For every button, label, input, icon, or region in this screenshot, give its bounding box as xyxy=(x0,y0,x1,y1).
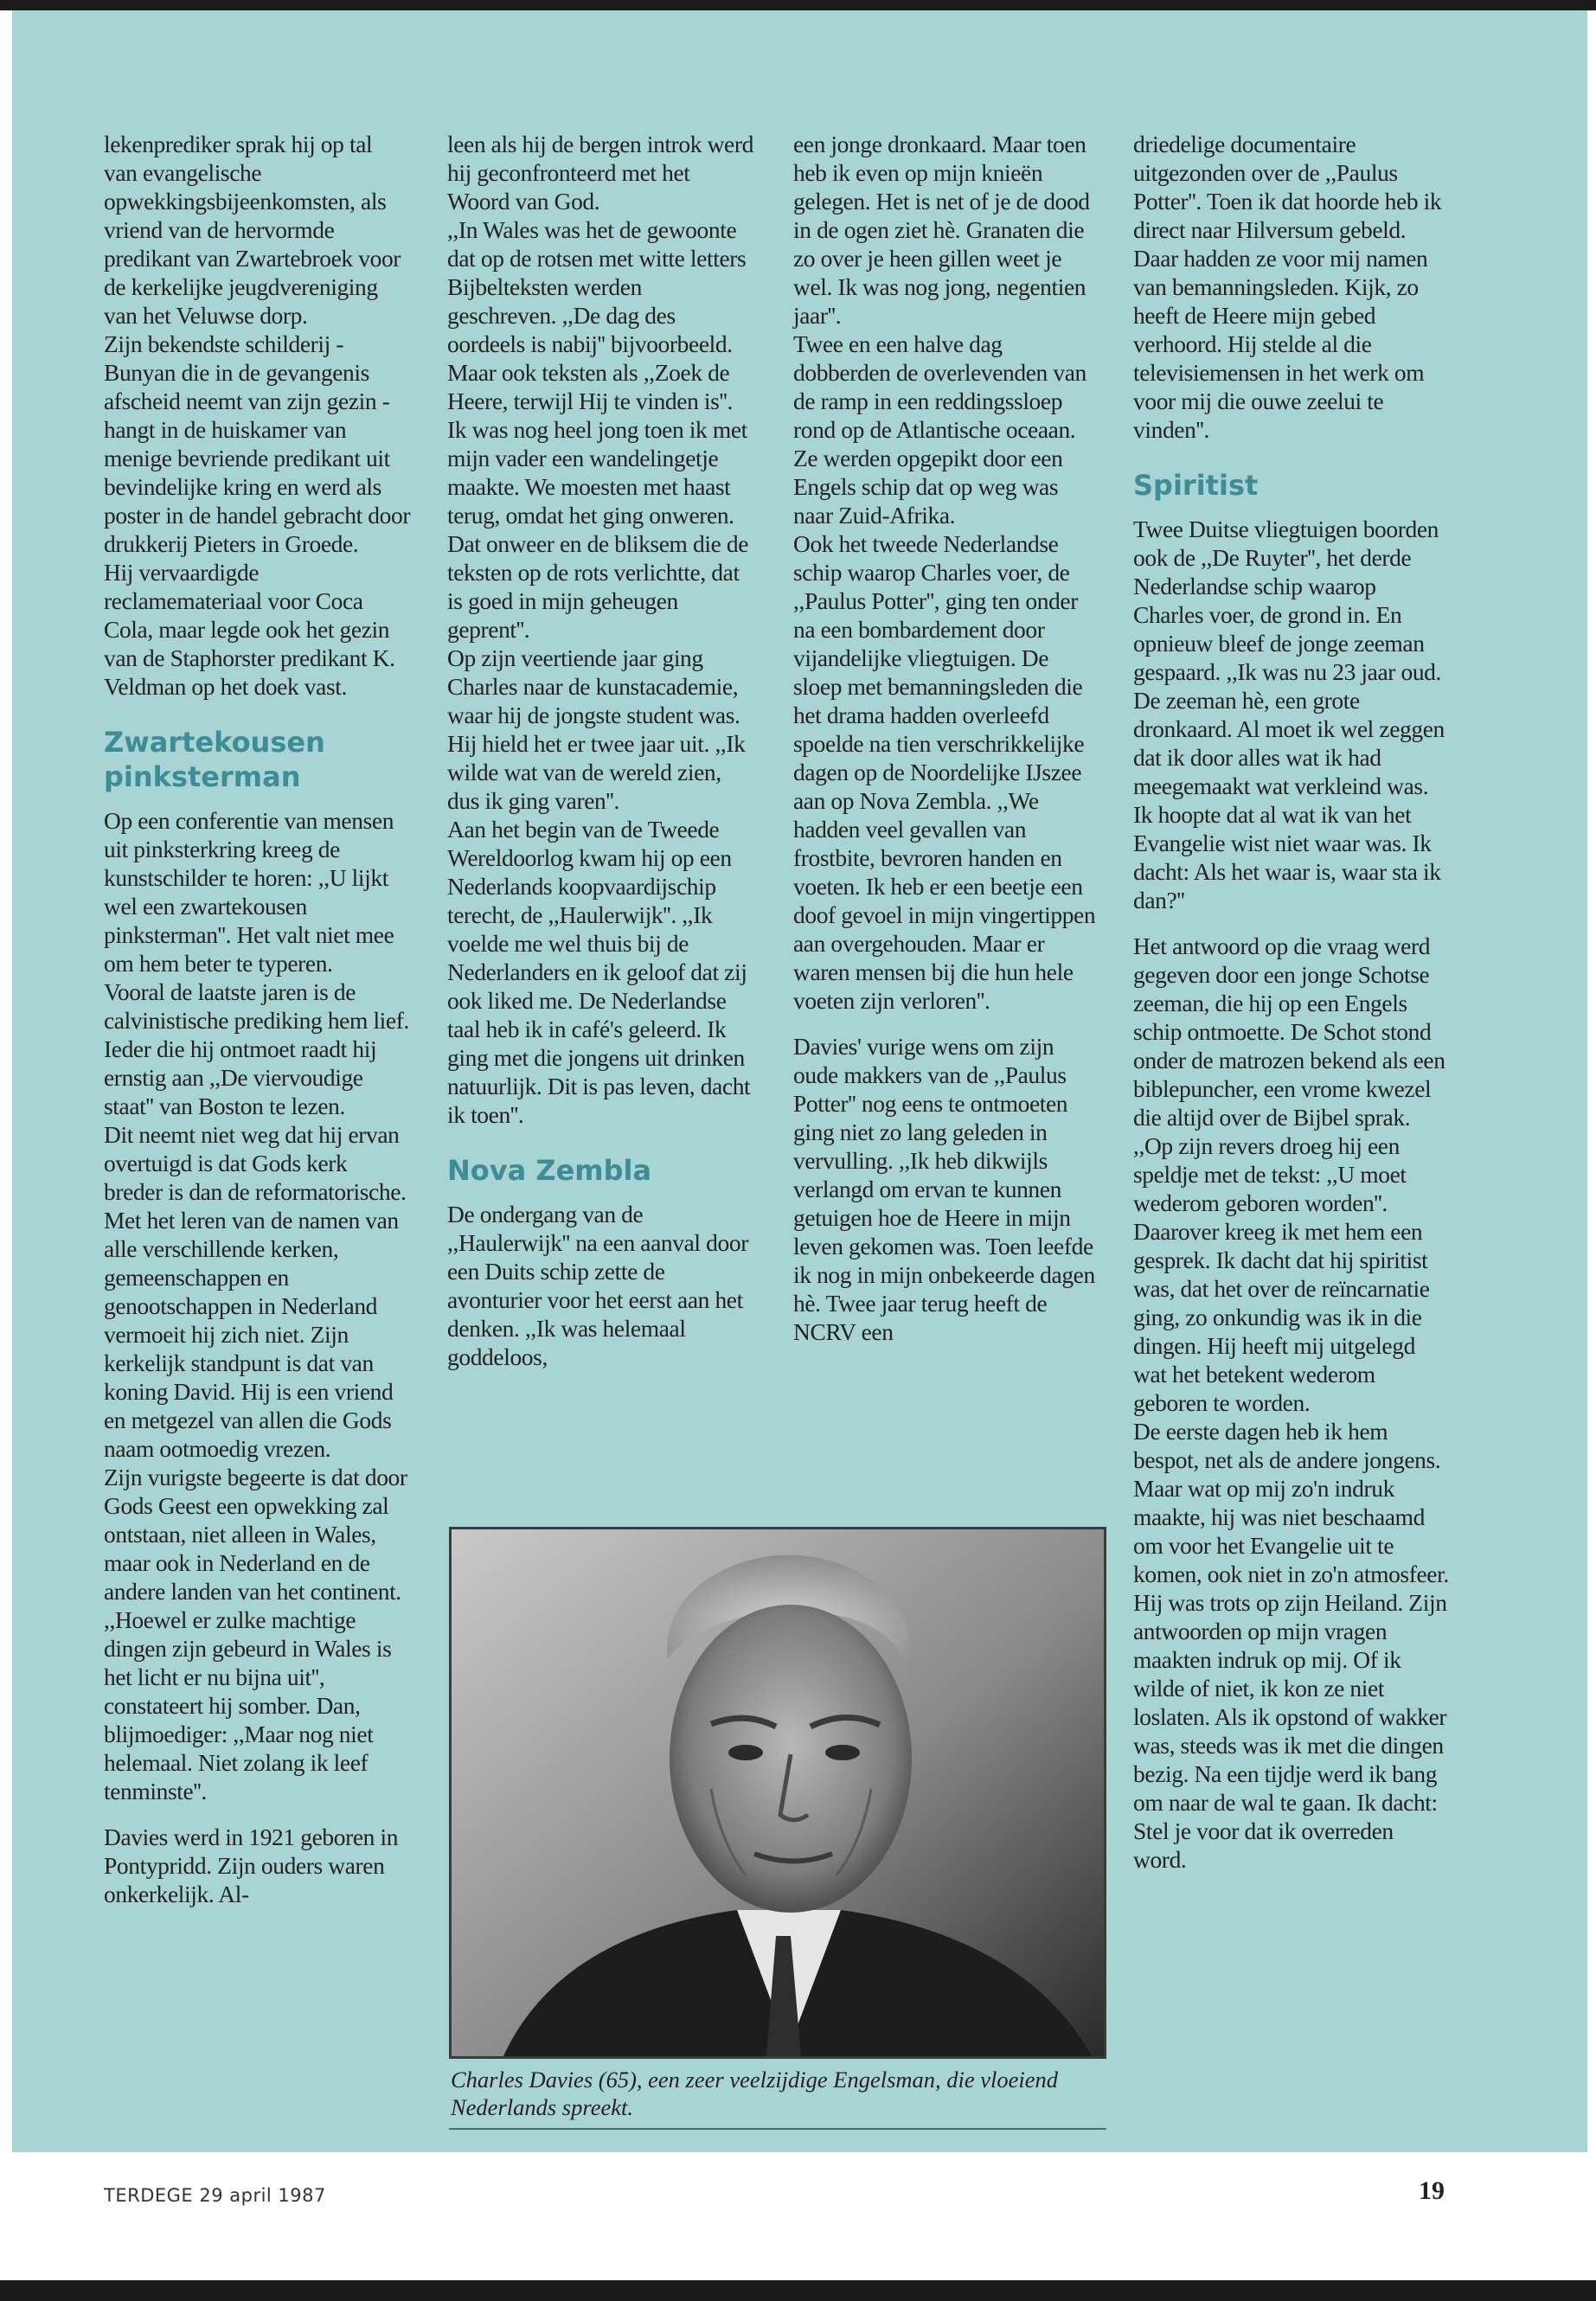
article-column-3 xyxy=(793,130,1100,1346)
paragraph: Ook het tweede Nederlandse schip waarop Charles voer, de ,,Paulus Potter'', ging ten onder na een bombardement door vijandelijke vliegtuigen. De sloep met bemanningsleden die het drama hadden overleefd spoelde na tien verschrikkelijke dagen op de Noordelijke IJszee aan op Nova Zembla. ,,We hadden veel gevallen van frostbite, bevroren handen en voeten. Ik heb er een beetje een doof gevoel in mijn vingertippen aan overgehouden. Maar er waren mensen bij die hun hele voeten zijn verloren''. xyxy=(793,530,1096,1014)
paragraph: lekenprediker sprak hij op tal van evangelische opwekkingsbijeenkomsten, als vriend van de hervormde predikant van Zwartebroek voor de kerkelijke jeugdvereniging van het Veluwse dorp. xyxy=(104,131,401,329)
paragraph: Aan het begin van de Tweede Wereldoorlog kwam hij op een Nederlands koopvaardijschip terecht, de ,,Haulerwijk''. ,,Ik voelde me wel thuis bij de Nederlanders en ik geloof dat zij ook liked me. De Nederlandse taal heb ik in café's geleerd. Ik ging met die jongens uit drinken natuurlijk. Dit is pas leven, dacht ik toen''. xyxy=(447,816,751,1128)
paragraph: Op zijn veertiende jaar ging Charles naar de kunstacademie, waar hij de jongste student was. Hij hield het er twee jaar uit. ,,Ik wilde wat van de wereld zien, dus ik ging varen''. xyxy=(447,644,746,814)
bottom-scan-border xyxy=(0,2280,1596,2301)
section-heading: Nova Zembla xyxy=(447,1154,652,1187)
paragraph: ,,In Wales was het de gewoonte dat op de rotsen met witte letters Bijbelteksten werden geschreven. ,,De dag des oordeels is nabij'' bijvoorbeeld. Maar ook teksten als ,,Zoek de Heere, terwijl Hij te vinden is''. Ik was nog heel jong toen ik met mijn vader een wandelingetje maakte. We moesten met haast terug, omdat het ging onweren. Dat onweer en de bliksem die de teksten op de rots verlichtte, dat is goed in mijn geheugen geprent''. xyxy=(447,216,749,643)
article-column-1 xyxy=(104,130,411,1908)
article-column-2 xyxy=(447,130,754,1371)
paragraph: Op een conferentie van mensen uit pinksterkring kreeg de kunstschilder te horen: ,,U lijkt wel een zwartekousen pinksterman''. Het valt niet mee om hem beter te typeren. xyxy=(104,807,394,977)
portrait-photo xyxy=(449,1527,1106,2059)
publication-footer: TERDEGE 29 april 1987 xyxy=(104,2185,326,2206)
article-column-4 xyxy=(1133,130,1449,1874)
section-heading: Zwartekousen pinksterman xyxy=(104,726,325,793)
section-heading: Spiritist xyxy=(1133,469,1259,502)
top-scan-border xyxy=(0,0,1596,10)
photo-caption: Charles Davies (65), een zeer veelzijdige Engelsman, die vloeiend Nederlands spreekt. xyxy=(451,2067,1059,2120)
paragraph: driedelige documentaire uitgezonden over de ,,Paulus Potter''. Toen ik dat hoorde heb ik direct naar Hilversum gebeld. Daar hadden ze voor mij namen van bemanningsleden. Kijk, zo heeft de Heere mijn gebed verhoord. Hij stelde al die televisiemensen in het werk om voor mij die ouwe zeelui te vinden''. xyxy=(1133,131,1442,443)
page-number: 19 xyxy=(1419,2176,1445,2205)
paragraph: Het antwoord op die vraag werd gegeven door een jonge Schotse zeeman, die hij op een Engels schip ontmoette. De Schot stond onder de matrozen bekend als een biblepuncher, een vrome kwezel die altijd over de Bijbel sprak. ,,Op zijn revers droeg hij een speldje met de tekst: ,,U moet wederom geboren worden''. Daarover kreeg ik met hem een gesprek. Ik dacht dat hij spiritist was, dat het over de reïncarnatie ging, zo onkundig was ik in die dingen. Hij heeft mij uitgelegd wat het betekent wederom geboren te worden. xyxy=(1133,933,1445,1416)
paragraph: Davies' vurige wens om zijn oude makkers van de ,,Paulus Potter'' nog eens te ontmoeten ging niet zo lang geleden in vervulling. ,,Ik heb dikwijls verlangd om ervan te kunnen getuigen hoe de Heere in mijn leven gekomen was. Toen leefde ik nog in mijn onbekeerde dagen hè. Twee jaar terug heeft de NCRV een xyxy=(793,1033,1095,1345)
paragraph: Hij vervaardigde reclamemateriaal voor Coca Cola, maar legde ook het gezin van de Staphorster predikant K. Veldman op het doek vast. xyxy=(104,559,395,700)
paragraph: Davies werd in 1921 geboren in Pontypridd. Zijn ouders waren onkerkelijk. Al- xyxy=(104,1823,399,1907)
paragraph: leen als hij de bergen introk werd hij geconfronteerd met het Woord van God. xyxy=(447,131,753,215)
paragraph: De ondergang van de ,,Haulerwijk'' na een aanval door een Duits schip zette de avonturier voor het eerst aan het denken. ,,Ik was helemaal goddeloos, xyxy=(447,1201,748,1370)
caption-rule xyxy=(449,2128,1106,2130)
paragraph: een jonge dronkaard. Maar toen heb ik even op mijn knieën gelegen. Het is net of je de dood in de ogen ziet hè. Granaten die zo over je heen gillen weet je wel. Ik was nog jong, negentien jaar''. xyxy=(793,131,1090,329)
paragraph: De eerste dagen heb ik hem bespot, net als de andere jongens. Maar wat op mij zo'n indruk maakte, hij was niet beschaamd om voor het Evangelie uit te komen, ook niet in zo'n atmosfeer. Hij was trots op zijn Heiland. Zijn antwoorden op mijn vragen maakten indruk op mij. Of ik wilde of niet, ik kon ze niet loslaten. Als ik opstond of wakker was, steeds was ik met die dingen bezig. Na een tijdje werd ik bang om naar de wal te gaan. Ik dacht: Stel je voor dat ik overreden word. xyxy=(1133,1418,1449,1873)
paragraph: Dit neemt niet weg dat hij ervan overtuigd is dat Gods kerk breder is dan de reformatorische. Met het leren van de namen van alle verschillende kerken, gemeenschappen en genootschappen in Nederland vermoeit hij zich niet. Zijn kerkelijk standpunt is dat van koning David. Hij is een vriend en metgezel van allen die Gods naam ootmoedig vrezen. xyxy=(104,1121,407,1462)
paragraph: Twee Duitse vliegtuigen boorden ook de ,,De Ruyter'', het derde Nederlandse schip waarop Charles voer, de grond in. En opnieuw bleef de jonge zeeman gespaard. ,,Ik was nu 23 jaar oud. De zeeman hè, een grote dronkaard. Al moet ik wel zeggen dat ik door alles wat ik had meegemaakt wat verkleind was. Ik hoopte dat al wat ik van het Evangelie wist niet waar was. Ik dacht: Als het waar is, waar sta ik dan?'' xyxy=(1133,516,1445,913)
paragraph: Vooral de laatste jaren is de calvinistische prediking hem lief. Ieder die hij ontmoet raadt hij ernstig aan ,,De viervoudige staat'' van Boston te lezen. xyxy=(104,978,409,1119)
paragraph: Twee en een halve dag dobberden de overlevenden van de ramp in een reddingssloep rond op de Atlantische oceaan. Ze werden opgepikt door een Engels schip dat op weg was naar Zuid-Afrika. xyxy=(793,330,1086,529)
paragraph: Zijn vurigste begeerte is dat door Gods Geest een opwekking zal ontstaan, niet alleen in Wales, maar ook in Nederland en de andere landen van het continent. ,,Hoewel er zulke machtige dingen zijn gebeurd in Wales is het licht er nu bijna uit'', constateert hij somber. Dan, blijmoediger: ,,Maar nog niet helemaal. Niet zolang ik leef tenminste''. xyxy=(104,1464,407,1804)
paragraph: Zijn bekendste schilderij - Bunyan die in de gevangenis afscheid neemt van zijn gezin - hangt in de huiskamer van menige bevriende predikant uit bevindelijke kring en werd als poster in de handel gebracht door drukkerij Pieters in Groede. xyxy=(104,330,411,557)
